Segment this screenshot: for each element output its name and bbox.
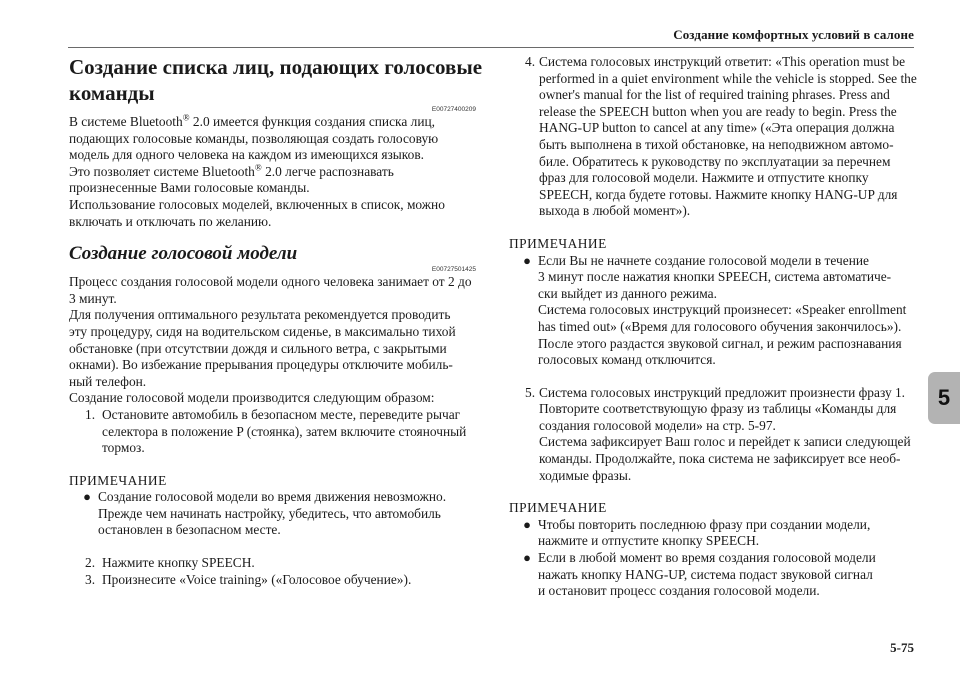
step-line: Система голосовых инструкций ответит: «This operation must be [539,54,906,69]
note-line: 3 минут после нажатия кнопки SPEECH, система автоматиче- [538,269,892,285]
note-line: Если Вы не начнете создание голосовой модели в течение [538,252,869,268]
registered-mark: ® [182,112,190,123]
step-number: 2. [85,555,96,571]
note-line: После этого раздастся звуковой сигнал, и режим распознавания [538,335,902,351]
step-line: Повторите соответствующую фразу из таблицы «Команды для [539,401,897,417]
note-label: ПРИМЕЧАНИЕ [69,472,167,488]
step-line: owner's manual for the list of required training phrases. Press and [539,87,890,103]
paragraph-line: Для получения оптимального результата рекомендуется проводить [69,307,451,323]
step-number: 5. [525,384,536,400]
paragraph-line: Это позволяет системе Bluetooth® 2.0 легче распознавать [69,162,394,179]
note-line: нажать кнопку HANG-UP, система подаст звуковой сигнал [538,566,873,582]
paragraph-line: эту процедуру, сидя на водительском сиденье, в максимально тихой [69,323,456,339]
note-label: ПРИМЕЧАНИЕ [509,235,607,251]
section-title-line2: команды [69,81,155,105]
step-line: Произнесите «Voice training» («Голосовое обучение»). [102,571,412,587]
note-bullet [69,489,476,539]
step-item [69,407,476,457]
step-line: Система зафиксирует Ваш голос и перейдет к записи следующей [539,434,911,450]
step-item [69,572,476,589]
paragraph-line: обстановке (при отсутствии дождя и сильного ветра, с закрытыми [69,340,447,356]
note-line: ски выйдет из данного режима. [538,285,717,301]
running-header: Создание комфортных условий в салоне [673,27,914,42]
note-line: Если в любой момент во время создания голосовой модели [538,550,876,566]
paragraph-line: ный телефон. [69,373,147,389]
paragraph-line: включать и отключать по желанию. [69,213,272,229]
step-line: SPEECH, когда будете готовы. Нажмите кнопку HANG-UP для [539,186,898,202]
bullet-icon [69,489,98,539]
step-item [509,385,915,485]
step-line: создания голосовой модели» на стр. 5-97. [539,417,776,433]
step-line: release the SPEECH button when you are ready to begin. Press the [539,103,897,119]
step-line: биле. Обратитесь к руководству по эксплуатации за перечнем [539,153,891,169]
step-line: тормоз. [102,440,145,456]
note-bullet [509,253,915,369]
note-line: Система голосовых инструкций произнесет: «Speaker enrollment [538,302,907,318]
step-line: Остановите автомобиль в безопасном месте, переведите рычаг [102,406,461,422]
page-number: 5-75 [890,640,914,655]
step-number: 1. [85,406,96,422]
paragraph-line: 3 минут. [69,290,117,306]
step-line: селектора в положение P (стоянка), затем включите стояночный [102,423,467,439]
note-label: ПРИМЕЧАНИЕ [509,500,607,516]
step-number: 3. [85,571,96,587]
subsection-title: Создание голосовой модели [69,243,298,265]
bullet-icon [509,253,538,369]
paragraph-line: Использование голосовых моделей, включенных в список, можно [69,196,445,212]
chapter-tab: 5 [928,372,960,424]
registered-mark: ® [254,162,262,173]
paragraph-line: модель для одного человека на каждом из имеющихся языков. [69,147,424,163]
note-line: Прежде чем начинать настройку, убедитесь, что автомобиль [98,505,441,521]
paragraph-line: окнами). Во избежание прерывания процедуры отключите мобиль- [69,357,453,373]
note-bullet [509,550,915,600]
note-line: нажмите и отпустите кнопку SPEECH. [538,533,760,549]
bullet-icon [509,550,538,600]
paragraph-line: Создание голосовой модели производится следующим образом: [69,390,435,406]
step-item [69,555,476,572]
step-line: команды. Продолжайте, пока система не зафиксирует все необ- [539,451,901,467]
subsection-code: E00727501425 [431,266,476,274]
note-line: и остановит процесс создания голосовой модели. [538,583,820,599]
step-line: performed in a quiet environment while the vehicle is stopped. See the [539,70,917,86]
note-line: остановлен в безопасном месте. [98,522,281,538]
paragraph-line: В системе Bluetooth® 2.0 имеется функция создания списка лиц, [69,112,435,129]
step-line: HANG-UP button to cancel at any time» («Эта операция должна [539,120,895,136]
step-number: 4. [525,54,536,69]
note-line: Создание голосовой модели во время движения невозможно. [98,489,447,505]
step-line: быть выполнена в тихой обстановке, на неподвижном автомо- [539,136,894,152]
step-line: Нажмите кнопку SPEECH. [102,555,255,571]
bullet-icon [509,517,538,550]
step-line: Система голосовых инструкций предложит произнести фразу 1. [539,384,906,400]
paragraph-line: Процесс создания голосовой модели одного человека занимает от 2 до [69,274,472,290]
step-line: фраз для голосовой модели. Нажмите и отпустите кнопку [539,170,869,186]
note-line: Чтобы повторить последнюю фразу при создании модели, [538,516,871,532]
step-line: ходимые фразы. [539,467,632,483]
note-line: голосовых команд отключится. [538,352,716,368]
header-divider [68,47,914,48]
step-line: выхода в любой момент»). [539,203,691,219]
left-column [69,54,483,588]
paragraph-line: подающих голосовые команды, позволяющая создать голосовую [69,130,439,146]
section-title [69,54,483,106]
note-line: has timed out» («Время для голосового обучения закончилось»). [538,318,902,334]
section-title-line1: Создание списка лиц, подающих голосовые [69,55,483,79]
section-code: E00727400209 [431,106,476,113]
right-column [509,54,915,600]
note-bullet [509,517,915,550]
step-item [509,54,915,220]
paragraph-line: произнесенные Вами голосовые команды. [69,180,310,196]
